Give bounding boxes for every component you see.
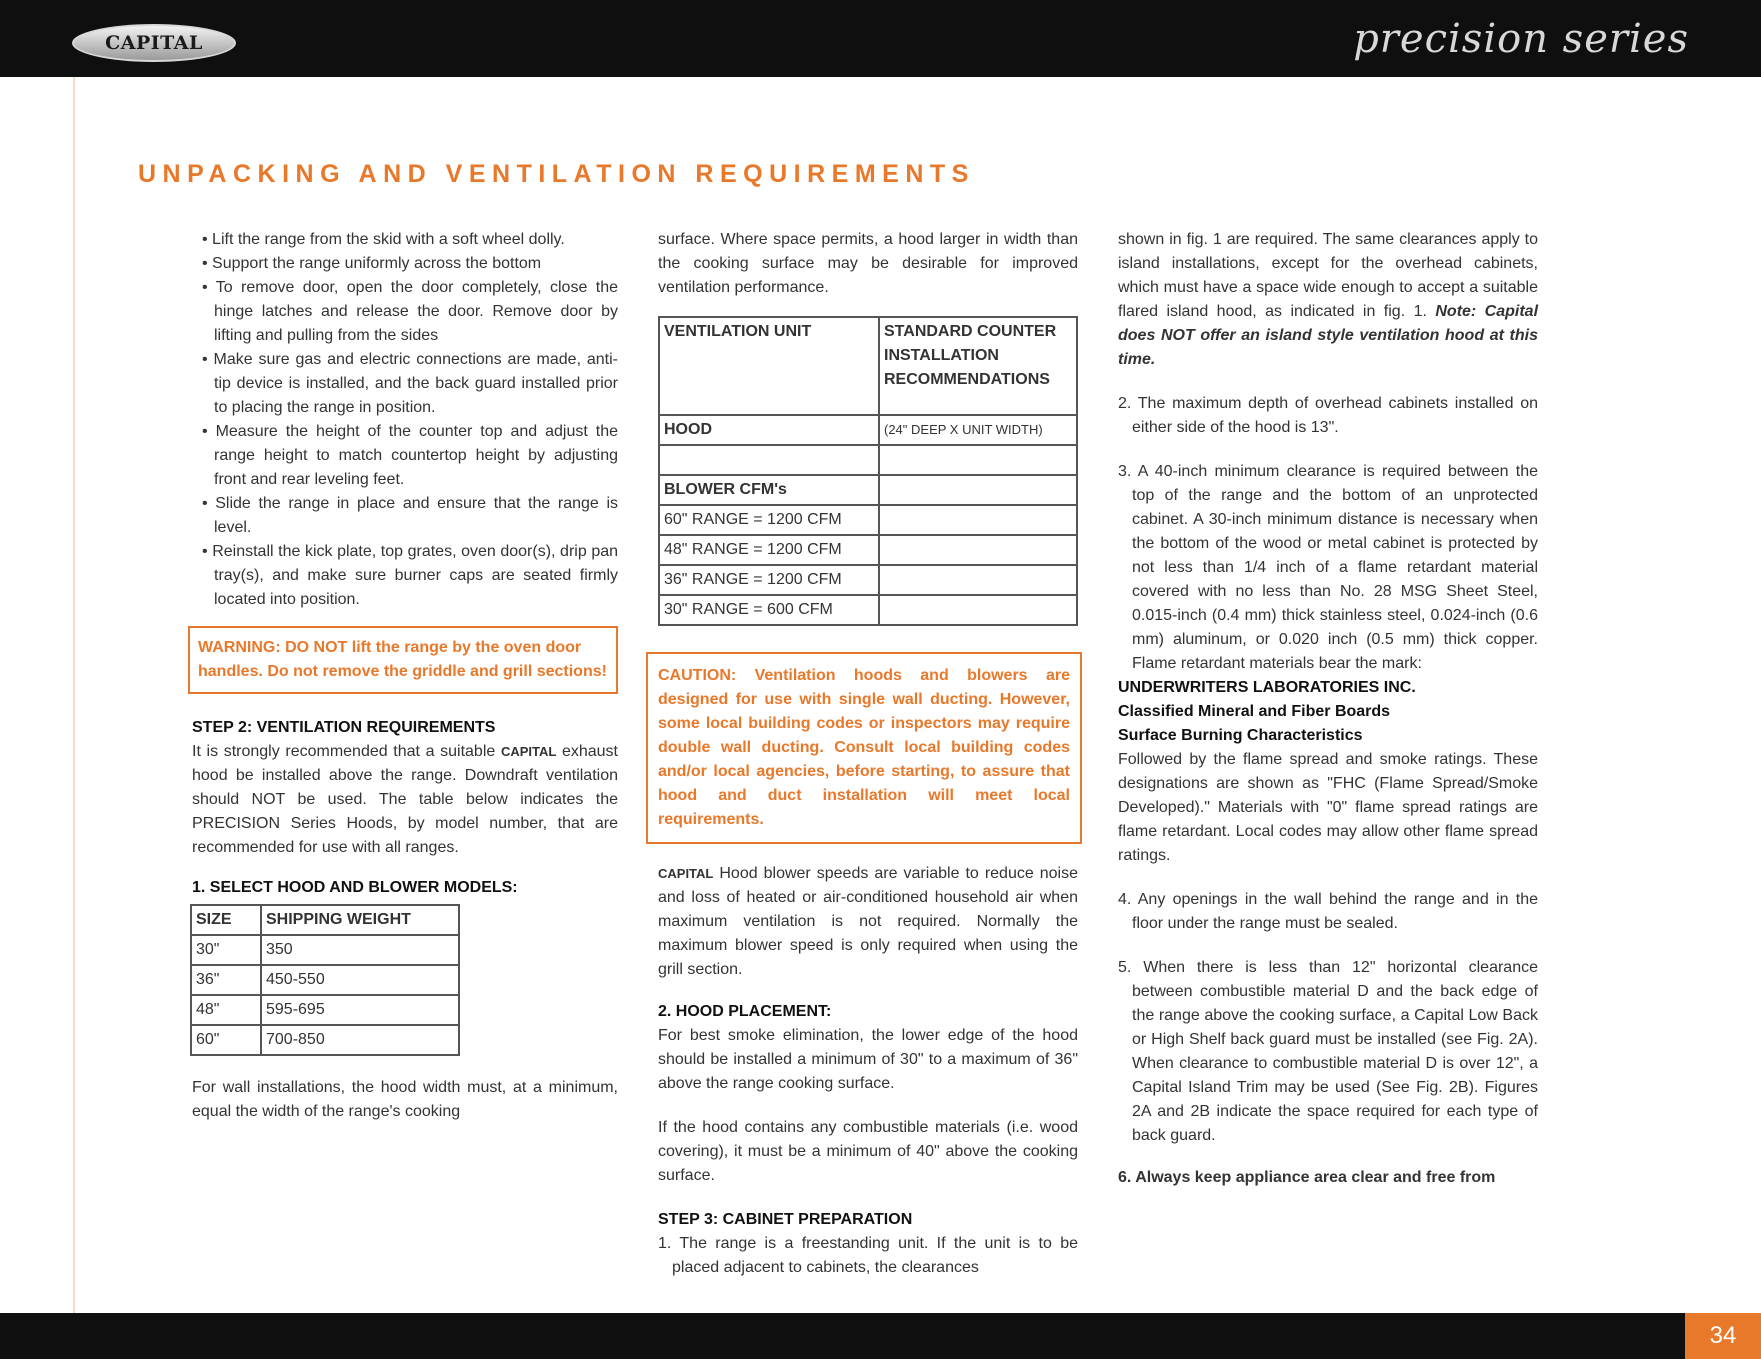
list-item: 4. Any openings in the wall behind the range and in the floor under the range must be sealed. xyxy=(1118,891,1538,932)
ul-line: Surface Burning Characteristics xyxy=(1118,727,1363,744)
list-item: 6. Always keep appliance area clear and free from xyxy=(1118,1169,1496,1186)
placement-title: 2. HOOD PLACEMENT: xyxy=(658,1003,832,1020)
ventilation-table xyxy=(658,316,1078,626)
bullet-item: • Lift the range from the skid with a soft wheel dolly. xyxy=(202,231,565,248)
column-3 xyxy=(1118,228,1538,1190)
list-item: 2. The maximum depth of overhead cabinets installed on either side of the hood is 13". xyxy=(1118,395,1538,436)
step2-text: It is strongly recommended that a suitable CAPITAL exhaust hood be installed above the range. Downdraft ventilation should NOT be used. The table below indicates the PRECISION Series Hoods, by model number, that are recommended for use with all ranges. xyxy=(192,743,618,856)
ul-line: UNDERWRITERS LABORATORIES INC. xyxy=(1118,679,1416,696)
column-2 xyxy=(658,228,1078,1280)
table-row: 60" 700-850 xyxy=(191,1025,459,1055)
bullet-item: • Slide the range in place and ensure that the range is level. xyxy=(202,495,619,536)
combustible-text: If the hood contains any combustible materials (i.e. wood covering), it must be a minimum of 40" above the cooking surface. xyxy=(658,1119,1078,1184)
select-title: 1. SELECT HOOD AND BLOWER MODELS: xyxy=(192,879,518,896)
table-row: 60" RANGE = 1200 CFM xyxy=(659,505,1077,535)
continued-text: shown in fig. 1 are required. The same clearances apply to island installations, except for the overhead cabinets, which must have a space wide enough to accept a suitable flared island hood, as indicated in fig. 1. Note: Capital does NOT offer an island style ventilation hood at this time. xyxy=(1118,231,1539,368)
blower-text: CAPITAL Hood blower speeds are variable to reduce noise and loss of heated or air-conditioned household air when maximum ventilation is not required. Normally the maximum blower speed is only required when using the grill section. xyxy=(658,865,1078,978)
warning-box: WARNING: DO NOT lift the range by the oven door handles. Do not remove the griddle and grill sections! xyxy=(188,626,618,694)
table-header: SHIPPING WEIGHT xyxy=(261,905,459,935)
table-row: 30" 350 xyxy=(191,935,459,965)
table-row: 36" RANGE = 1200 CFM xyxy=(659,565,1077,595)
note-text: Note: Capital does NOT offer an island style ventilation hood at this time. xyxy=(1118,303,1539,368)
bullet-item: • Reinstall the kick plate, top grates, oven door(s), drip pan tray(s), and make sure burner caps are seated firmly located into position. xyxy=(202,543,619,608)
table-row: 30" RANGE = 600 CFM xyxy=(659,595,1077,625)
bullet-item: • Make sure gas and electric connections are made, anti-tip device is installed, and the back guard installed prior to placing the range in position. xyxy=(202,351,619,416)
wall-text: For wall installations, the hood width must, at a minimum, equal the width of the range's cooking xyxy=(192,1079,618,1120)
capital-logo: CAPITAL xyxy=(72,24,236,62)
header-bar xyxy=(0,0,1761,77)
table-row xyxy=(659,445,1077,475)
table-row: HOOD (24" DEEP X UNIT WIDTH) xyxy=(659,415,1077,445)
series-title: precision series xyxy=(1353,16,1689,62)
margin-rule xyxy=(73,77,75,1313)
step2-title: STEP 2: VENTILATION REQUIREMENTS xyxy=(192,719,496,736)
step3-item: 1. The range is a freestanding unit. If the unit is to be placed adjacent to cabinets, the clearances xyxy=(658,1235,1078,1276)
footer-bar xyxy=(0,1313,1761,1359)
list-item: 3. A 40-inch minimum clearance is required between the top of the range and the bottom of an unprotected cabinet. A 30-inch minimum distance is necessary when the bottom of the wood or metal cabinet is protected by not less than 1/4 inch of a flame retardant material covered with no less than No. 28 MSG Sheet Steel, 0.015-inch (0.4 mm) thick stainless steel, 0.024-inch (0.6 mm) aluminum, or 0.020 inch (0.5 mm) thick copper. Flame retardant materials bear the mark: xyxy=(1118,463,1538,672)
caution-box: CAUTION: Ventilation hoods and blowers are designed for use with single wall ducting. However, some local building codes or inspectors may require double wall ducting. Consult local building codes and/or local agencies, before starting, to assure that hood and duct installation will meet local requirements. xyxy=(646,652,1082,844)
table-header: STANDARD COUNTER INSTALLATION RECOMMENDATIONS xyxy=(879,317,1077,415)
table-header: SIZE xyxy=(191,905,261,935)
placement-text: For best smoke elimination, the lower edge of the hood should be installed a minimum of 30" to a maximum of 36" above the range cooking surface. xyxy=(658,1027,1078,1092)
column-1 xyxy=(192,228,618,1124)
bullet-item: • To remove door, open the door completely, close the hinge latches and release the door. Remove door by lifting and pulling from the sides xyxy=(202,279,618,344)
ul-line: Classified Mineral and Fiber Boards xyxy=(1118,703,1391,720)
table-row: 48" 595-695 xyxy=(191,995,459,1025)
table-row: 48" RANGE = 1200 CFM xyxy=(659,535,1077,565)
step3-title: STEP 3: CABINET PREPARATION xyxy=(658,1211,913,1228)
ul-text: Followed by the flame spread and smoke ratings. These designations are shown as "FHC (Flame Spread/Smoke Developed)." Materials with "0" flame spread ratings are flame retardant. Local codes may allow other flame spread ratings. xyxy=(1118,751,1538,864)
table-header: VENTILATION UNIT xyxy=(659,317,879,415)
shipping-weight-table xyxy=(190,904,460,1056)
bullet-item: • Measure the height of the counter top and adjust the range height to match countertop height by adjusting front and rear leveling feet. xyxy=(202,423,619,488)
list-item: 5. When there is less than 12" horizontal clearance between combustible material D and the back edge of the range above the cooking surface, a Capital Low Back or High Shelf back guard must be installed (see Fig. 2A). When clearance to combustible material D is over 12", a Capital Island Trim may be used (See Fig. 2B). Figures 2A and 2B indicate the space required for each type of back guard. xyxy=(1118,959,1538,1144)
bullet-item: • Support the range uniformly across the bottom xyxy=(202,255,542,272)
table-row: BLOWER CFM's xyxy=(659,475,1077,505)
page-number: 34 xyxy=(1685,1313,1761,1359)
page-heading: UNPACKING AND VENTILATION REQUIREMENTS xyxy=(138,160,975,188)
table-row: 36" 450-550 xyxy=(191,965,459,995)
continued-text: surface. Where space permits, a hood larger in width than the cooking surface may be desirable for improved ventilation performance. xyxy=(658,231,1078,296)
